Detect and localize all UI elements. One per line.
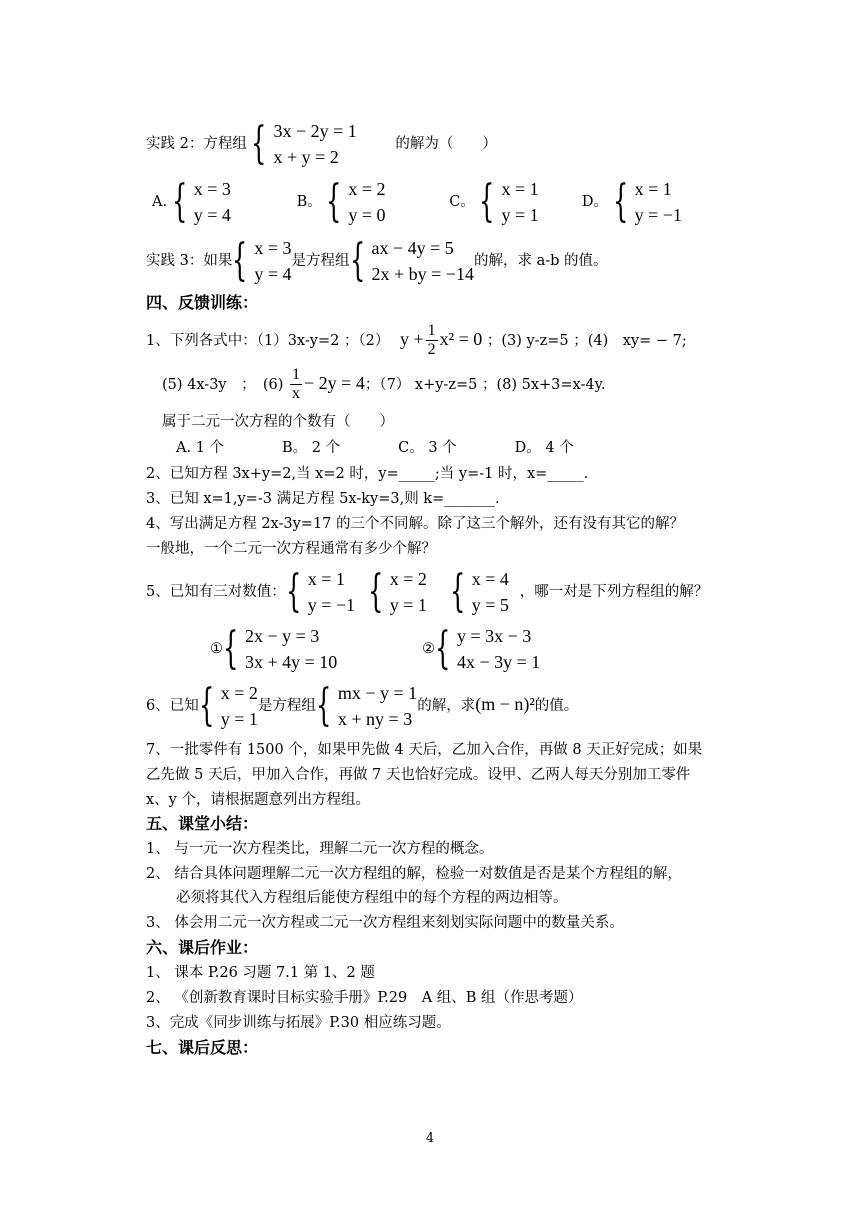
numerator: 1 <box>426 322 438 341</box>
equation-system <box>251 118 356 170</box>
math-expr: (m − n)² <box>475 694 535 715</box>
homework-item: 3、完成《同步训练与拓展》P.30 相应练习题。 <box>146 1015 451 1031</box>
practice2-options <box>152 176 682 228</box>
equation: x = 2 <box>220 683 258 703</box>
q4-line2: 一般地，一个二元一次方程通常有多少个解？ <box>146 541 436 557</box>
practice2-prefix: 实践 2：方程组 <box>146 136 247 153</box>
summary-item: 3、 体会用二元一次方程或二元一次方程组来刻划实际问题中的数量关系。 <box>146 915 624 931</box>
brace: { <box>367 566 384 618</box>
q7-line1: 7、一批零件有 1500 个，如果甲先做 4 天后，乙加入合作，再做 8 天正好完成；如果 <box>146 742 703 758</box>
brace: { <box>349 235 365 287</box>
equation: x = 1 <box>307 569 345 589</box>
q1-text: 1、下列各式中：（1）3x-y=2 ；（2） <box>146 332 390 349</box>
fraction <box>290 366 302 404</box>
practice3-line <box>146 235 608 287</box>
brace: { <box>251 118 267 170</box>
option-d <box>582 176 682 228</box>
section6-heading: 六、课后作业： <box>146 938 259 957</box>
equation: y = 5 <box>471 595 509 616</box>
equation: y = 1 <box>220 709 258 730</box>
summary-item: 2、 结合具体问题理解二元一次方程组的解，检验一对数值是否是某个方程组的解， <box>146 866 682 882</box>
section5-heading: 五、课堂小结： <box>146 814 259 833</box>
math-expr: y + <box>400 328 424 349</box>
equation: y = −1 <box>307 595 356 616</box>
practice2-suffix: 的解为（ ） <box>395 136 497 153</box>
brace: { <box>198 680 215 732</box>
equation: x = 2 <box>348 179 386 199</box>
q6-prefix: 6、已知 <box>146 698 199 715</box>
equation: x = 3 <box>193 179 231 199</box>
brace: { <box>232 235 248 287</box>
brace: { <box>449 566 466 618</box>
math-expr: x² = 0 <box>439 328 483 349</box>
q6-mid2: 的解，求 <box>417 698 476 715</box>
q1-options: A. 1 个 B。 2 个 C。 3 个 D。 4 个 <box>176 440 574 456</box>
q5-system-2 <box>422 623 540 675</box>
option-label: B。 <box>296 194 322 211</box>
q5-suffix: ，哪一对是下列方程组的解？ <box>519 584 709 601</box>
q3: 3、已知 x=1,y=-3 满足方程 5x-ky=3,则 k=_______. <box>146 491 500 507</box>
q6-mid: 是方程组 <box>257 698 316 715</box>
circle-2-marker: ② <box>422 641 435 658</box>
equation: 3x + 4y = 10 <box>245 652 338 673</box>
brace: { <box>171 176 188 228</box>
option-b <box>297 176 445 228</box>
equation: 2x + by = −14 <box>371 264 474 285</box>
brace: { <box>315 680 332 732</box>
equation: x + ny = 3 <box>337 709 413 730</box>
equation: y = 1 <box>389 595 427 616</box>
brace: { <box>435 623 451 675</box>
q1-line1 <box>146 322 687 360</box>
summary-item: 1、 与一元一次方程类比，理解二元一次方程的概念。 <box>146 841 494 857</box>
q1-line3: 属于二元一次方程的个数有（ ） <box>162 414 394 430</box>
section7-heading: 七、课后反思： <box>146 1038 259 1057</box>
math-expr: − 2y = 4 <box>304 372 365 393</box>
q7-line3: x、y 个，请根据题意列出方程组。 <box>146 792 370 808</box>
denominator: 2 <box>427 341 436 359</box>
q6-suffix: 的值。 <box>534 698 579 715</box>
equation: x = 1 <box>501 179 539 199</box>
practice3-suffix: 的解，求 a-b 的值。 <box>473 253 608 270</box>
equation: mx − y = 1 <box>337 683 418 703</box>
q2: 2、已知方程 3x+y=2,当 x=2 时，y=_____;当 y=-1 时，x=_____. <box>146 466 589 482</box>
equation: x = 3 <box>254 238 292 258</box>
equation: 4x − 3y = 1 <box>457 652 541 673</box>
summary-item-continued: 必须将其代入方程组后能使方程组中的每个方程的两边相等。 <box>176 890 568 906</box>
denominator: x <box>292 385 301 403</box>
q4-line1: 4、写出满足方程 2x-3y=17 的三个不同解。除了这三个解外，还有没有其它的解？ <box>146 516 685 532</box>
page-number: 4 <box>425 1131 435 1146</box>
brace: { <box>285 566 302 618</box>
q5-systems <box>210 623 540 675</box>
brace: { <box>479 176 495 228</box>
q7-line2: 乙先做 5 天后，甲加入合作，再做 7 天也恰好完成。设甲、乙两人每天分别加工零件 <box>146 767 691 783</box>
equation: y = 4 <box>193 205 231 226</box>
q6-line <box>146 680 578 732</box>
equation: 3x − 2y = 1 <box>273 121 357 141</box>
homework-item: 2、 《创新教育课时目标实验手册》P.29 A 组、B 组（作思考题） <box>146 990 583 1006</box>
equation: x = 2 <box>389 569 427 589</box>
equation: y = 1 <box>501 205 539 226</box>
section4-heading: 四、反馈训练： <box>146 293 259 312</box>
option-label: C。 <box>449 194 475 211</box>
q1-text: ；(3) y-z=5 ；(4) xy= − 7; <box>486 332 687 349</box>
brace: { <box>223 623 239 675</box>
q1-text: (5) 4x-3y ； (6) <box>162 376 284 393</box>
brace: { <box>612 176 628 228</box>
option-label: A. <box>152 194 168 211</box>
q5-prefix: 5、已知有三对数值： <box>146 584 286 601</box>
brace: { <box>326 176 342 228</box>
equation: y = 3x − 3 <box>457 626 532 646</box>
equation: 2x − y = 3 <box>245 626 320 646</box>
circle-1-marker: ① <box>210 641 223 658</box>
q5-line <box>146 566 708 618</box>
option-c <box>449 176 577 228</box>
fraction <box>426 322 438 360</box>
equation: ax − 4y = 5 <box>371 238 454 258</box>
practice3-mid: 是方程组 <box>291 253 350 270</box>
homework-item: 1、 课本 P.26 习题 7.1 第 1、2 题 <box>146 965 375 981</box>
practice3-prefix: 实践 3：如果 <box>146 253 233 270</box>
equation: y = 0 <box>348 205 386 226</box>
equation: y = 4 <box>254 264 292 285</box>
option-a <box>152 176 292 228</box>
practice2-line <box>146 118 497 170</box>
equation: x + y = 2 <box>273 147 339 168</box>
option-label: D。 <box>581 194 608 211</box>
equation: x = 4 <box>471 569 509 589</box>
q5-system-1 <box>210 623 422 675</box>
equation: x = 1 <box>634 179 672 199</box>
q1-text: ；（7） x+y-z=5 ；(8) 5x+3=x-4y. <box>364 376 606 393</box>
numerator: 1 <box>290 366 302 385</box>
equation: y = −1 <box>634 205 682 226</box>
q1-line2 <box>162 366 605 404</box>
